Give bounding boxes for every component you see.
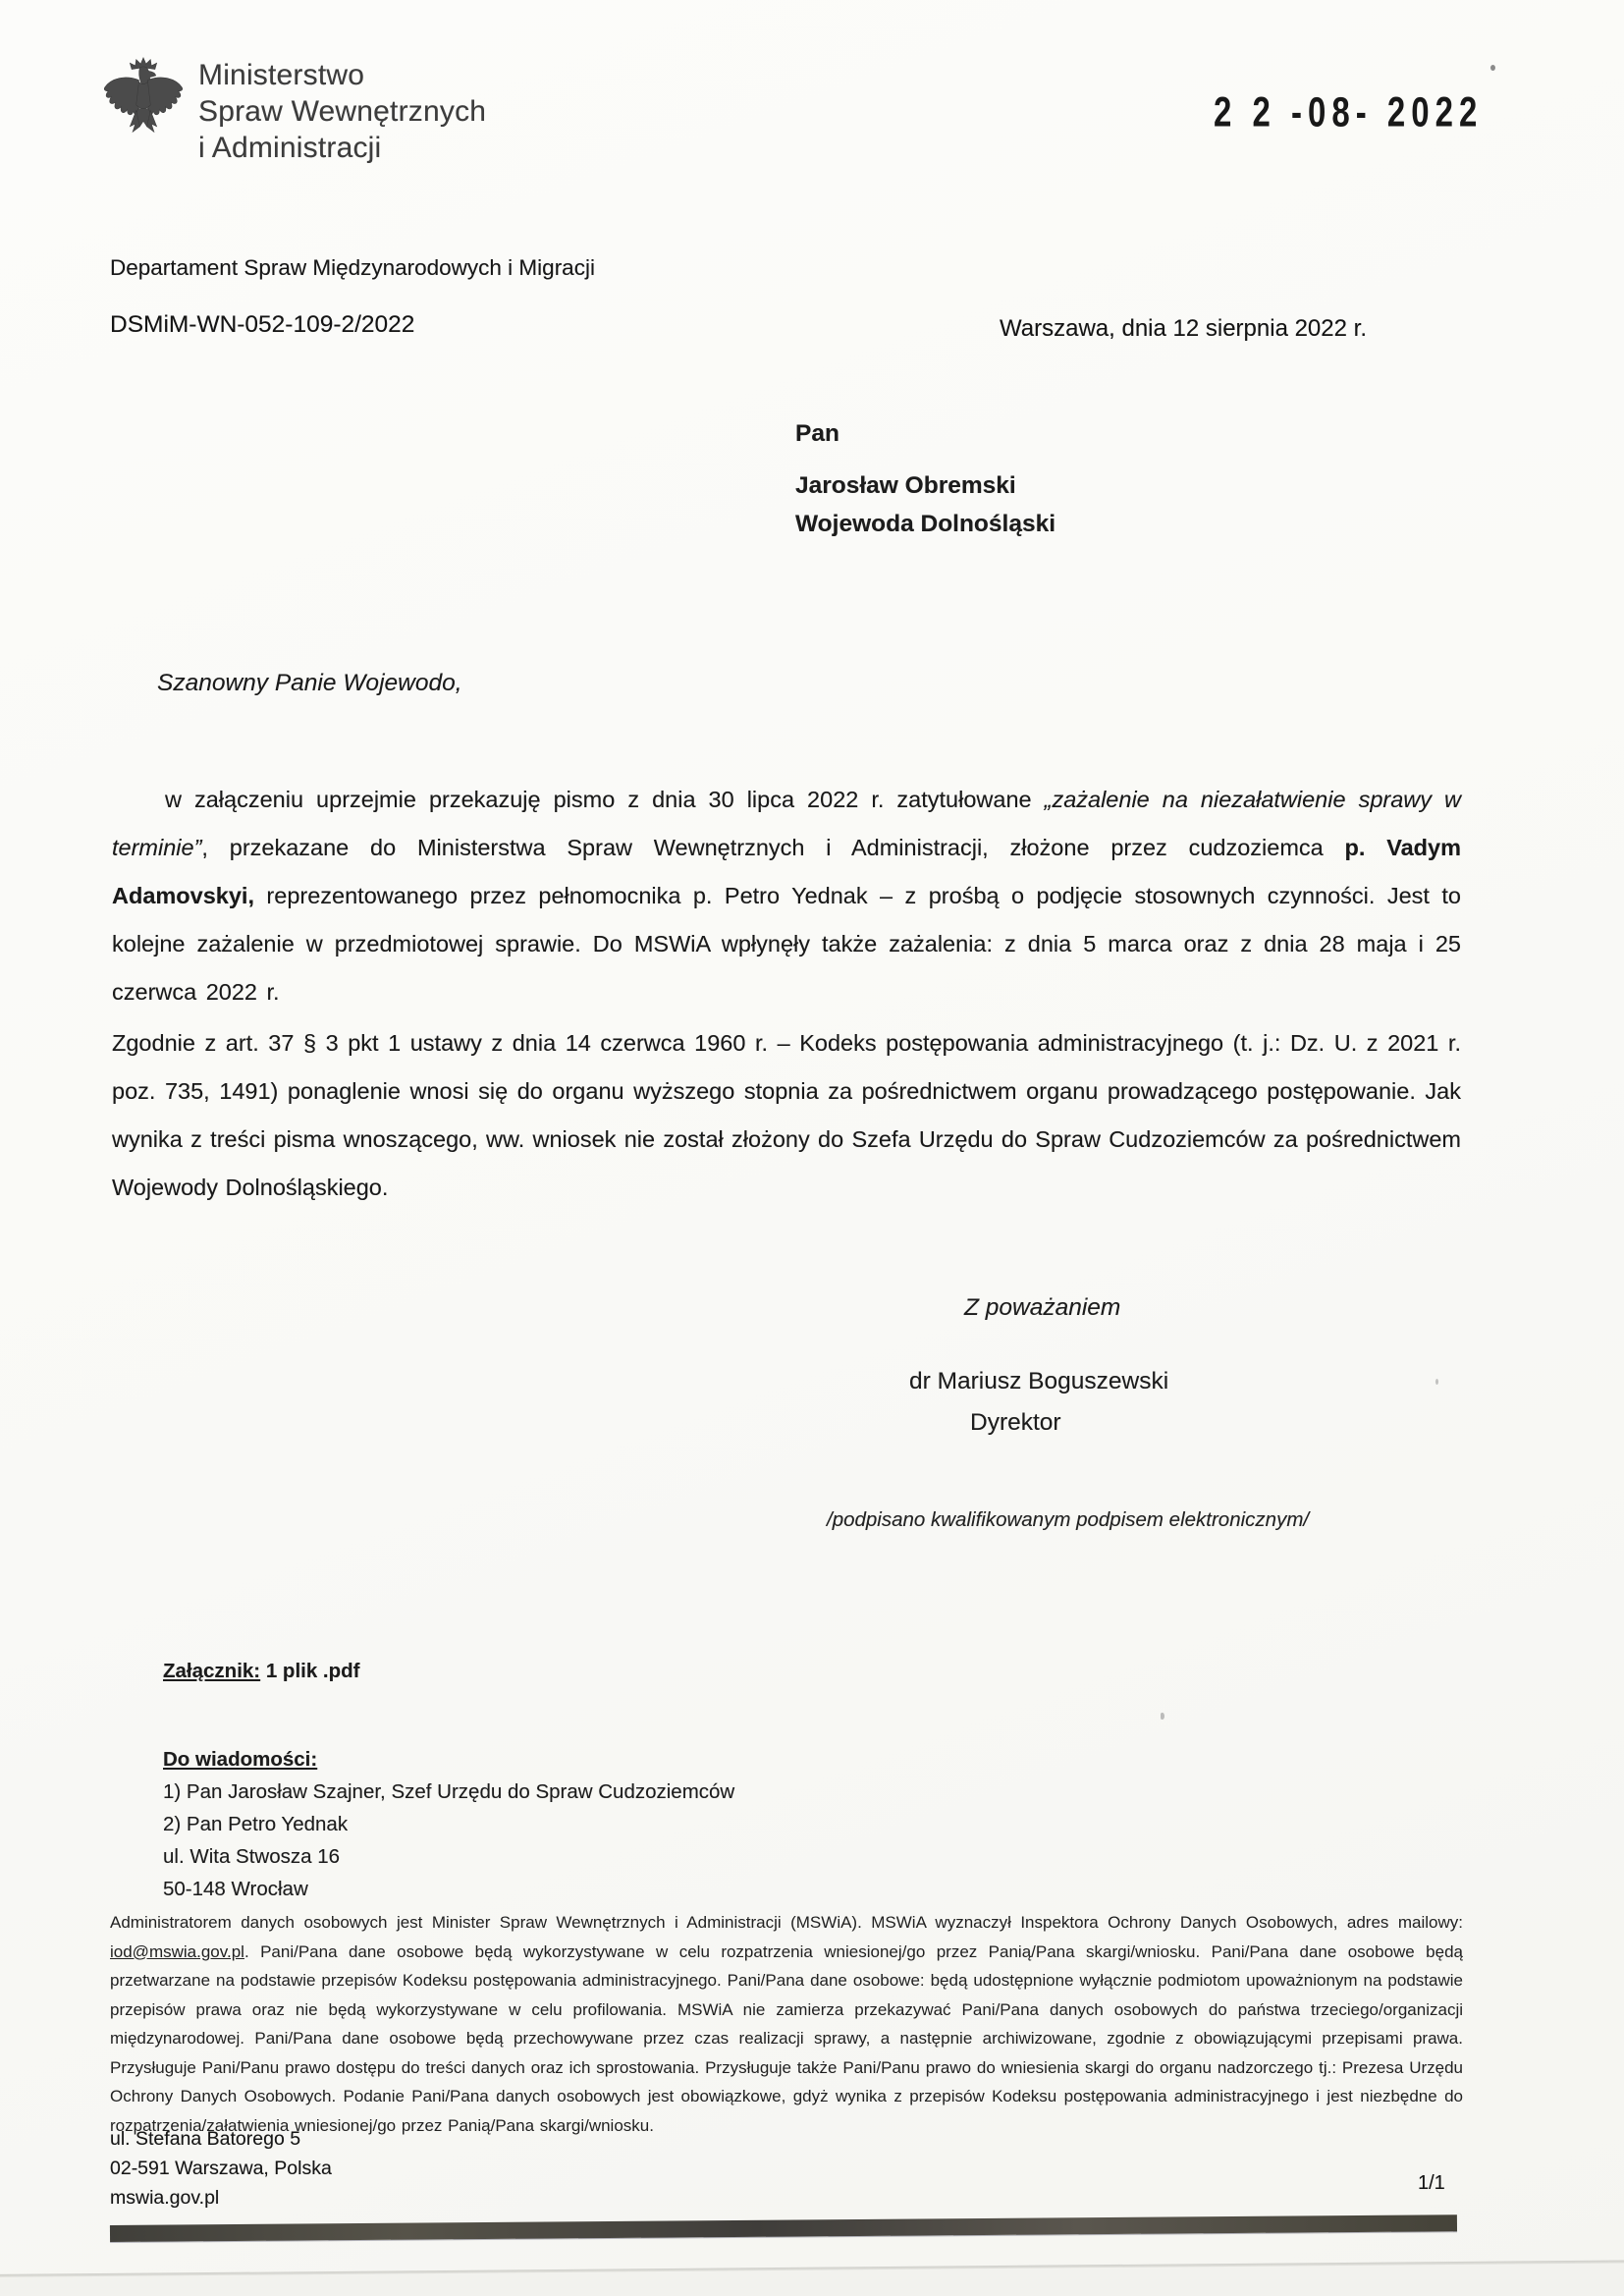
p1-text-1: w załączeniu uprzejmie przekazuję pismo z dnia 30 lipca 2022 r. zatytułowane (165, 786, 1045, 812)
cc-line-1: 1) Pan Jarosław Szajner, Szef Urzędu do Spraw Cudzoziemców (163, 1780, 735, 1803)
attachment-value: 1 plik .pdf (260, 1660, 360, 1682)
p1-quoted-title: „zażalenie na niezałatwienie sprawy w terminie” (112, 786, 1461, 860)
received-date-stamp: 2 2 -08- 2022 (1214, 88, 1484, 136)
p1-foreigner-name: p. Vadym Adamovskyi, (112, 834, 1461, 908)
ministry-name-line1: Ministerstwo (198, 59, 365, 91)
ministry-name-line3: i Administracji (198, 132, 382, 164)
department-name: Departament Spraw Międzynarodowych i Migracji (110, 255, 595, 280)
body-paragraph-1 (112, 776, 1461, 1016)
addressee-title: Wojewoda Dolnośląski (795, 511, 1056, 537)
scan-speck (1490, 65, 1495, 71)
cc-line-2: 2) Pan Petro Yednak (163, 1813, 349, 1835)
attachment-line (163, 1660, 360, 1683)
p1-text-3: reprezentowanego przez pełnomocnika p. Petro Yednak – z prośbą o podjęcie stosownych czynności. Jest to kolejne zażalenie w przedmiotowej sprawie. Do MSWiA wpłynęły także zażalenia: z dnia 5 marca oraz z dnia 28 maja i 25 czerwca 2022 r. (112, 882, 1461, 1005)
reference-number: DSMiM-WN-052-109-2/2022 (110, 311, 415, 338)
place-and-date: Warszawa, dnia 12 sierpnia 2022 r. (1000, 315, 1367, 342)
addressee-honorific: Pan (795, 420, 839, 447)
p1-text-2: , przekazane do Ministerstwa Spraw Wewnętrznych i Administracji, złożone przez cudzoziemca (201, 834, 1345, 860)
scan-speck (1435, 1379, 1438, 1385)
footer-divider-bar (110, 2214, 1457, 2242)
privacy-text-2: . Pani/Pana dane osobowe będą wykorzystywane w celu rozpatrzenia wniesionej/go przez Panią/Pana skargi/wniosku. Pani/Pana dane osobowe będą przetwarzane na podstawie przepisów Kodeksu postępowania administracyjnego. Pani/Pana dane osobowe: będą udostępnione wyłącznie podmiotom upoważnionym na podstawie przepisów prawa oraz nie będą wykorzystywane w celu profilowania. MSWiA nie zamierza przekazywać Pani/Pana danych osobowych do państwa trzeciego/organizacji międzynarodowej. Pani/Pana dane osobowe będą przechowywane przez czas realizacji sprawy, a następnie archiwizowane, zgodnie z obowiązującymi przepisami prawa. Przysługuje Pani/Panu prawo dostępu do treści danych oraz ich sprostowania. Przysługuje także Pani/Panu prawo do wniesienia skargi do organu nadzorczego tj.: Prezesa Urzędu Ochrony Danych Osobowych. Podanie Pani/Pana danych osobowych jest obowiązkowe, gdyż wynika z przepisów Kodeksu postępowania administracyjnego i jest niezbędne do rozpatrzenia/załatwienia wniesionej/go przez Panią/Pana skargi/wniosku. (110, 1941, 1463, 2135)
page-number: 1/1 (1418, 2172, 1445, 2194)
privacy-text-1: Administratorem danych osobowych jest Minister Spraw Wewnętrznych i Administracji (MSWiA). MSWiA wyznaczył Inspektora Ochrony Danych Osobowych, adres mailowy: (110, 1913, 1463, 1932)
footer-address (110, 2124, 332, 2213)
salutation: Szanowny Panie Wojewodo, (157, 670, 462, 696)
electronic-signature-note: /podpisano kwalifikowanym podpisem elektronicznym/ (827, 1508, 1310, 1531)
cc-block (163, 1743, 734, 1905)
scan-speck (1161, 1713, 1164, 1720)
cc-line-4: 50-148 Wrocław (163, 1878, 308, 1900)
signer-title: Dyrektor (970, 1409, 1061, 1436)
cc-heading: Do wiadomości: (163, 1748, 318, 1771)
addressee-name: Jarosław Obremski (795, 472, 1016, 499)
closing-phrase: Z poważaniem (964, 1294, 1121, 1321)
footer-street: ul. Stefana Batorego 5 (110, 2128, 301, 2150)
cc-line-3: ul. Wita Stwosza 16 (163, 1845, 341, 1868)
privacy-email: iod@mswia.gov.pl (110, 1941, 244, 1961)
polish-eagle-emblem-icon (98, 55, 189, 155)
ministry-name (198, 57, 486, 166)
privacy-notice (110, 1908, 1463, 2140)
body-paragraph-2: Zgodnie z art. 37 § 3 pkt 1 ustawy z dnia 14 czerwca 1960 r. – Kodeks postępowania administracyjnego (t. j.: Dz. U. z 2021 r. poz. 735, 1491) ponaglenie wnosi się do organu wyższego stopnia za pośrednictwem organu prowadzącego postępowanie. Jak wynika z treści pisma wnoszącego, ww. wniosek nie został złożony do Szefa Urzędu do Spraw Cudzoziemców za pośrednictwem Wojewody Dolnośląskiego. (112, 1029, 1461, 1200)
ministry-name-line2: Spraw Wewnętrznych (198, 95, 487, 128)
signer-name: dr Mariusz Boguszewski (909, 1368, 1169, 1394)
footer-website: mswia.gov.pl (110, 2187, 220, 2209)
attachment-label: Załącznik: (163, 1660, 261, 1682)
footer-city: 02-591 Warszawa, Polska (110, 2158, 332, 2179)
